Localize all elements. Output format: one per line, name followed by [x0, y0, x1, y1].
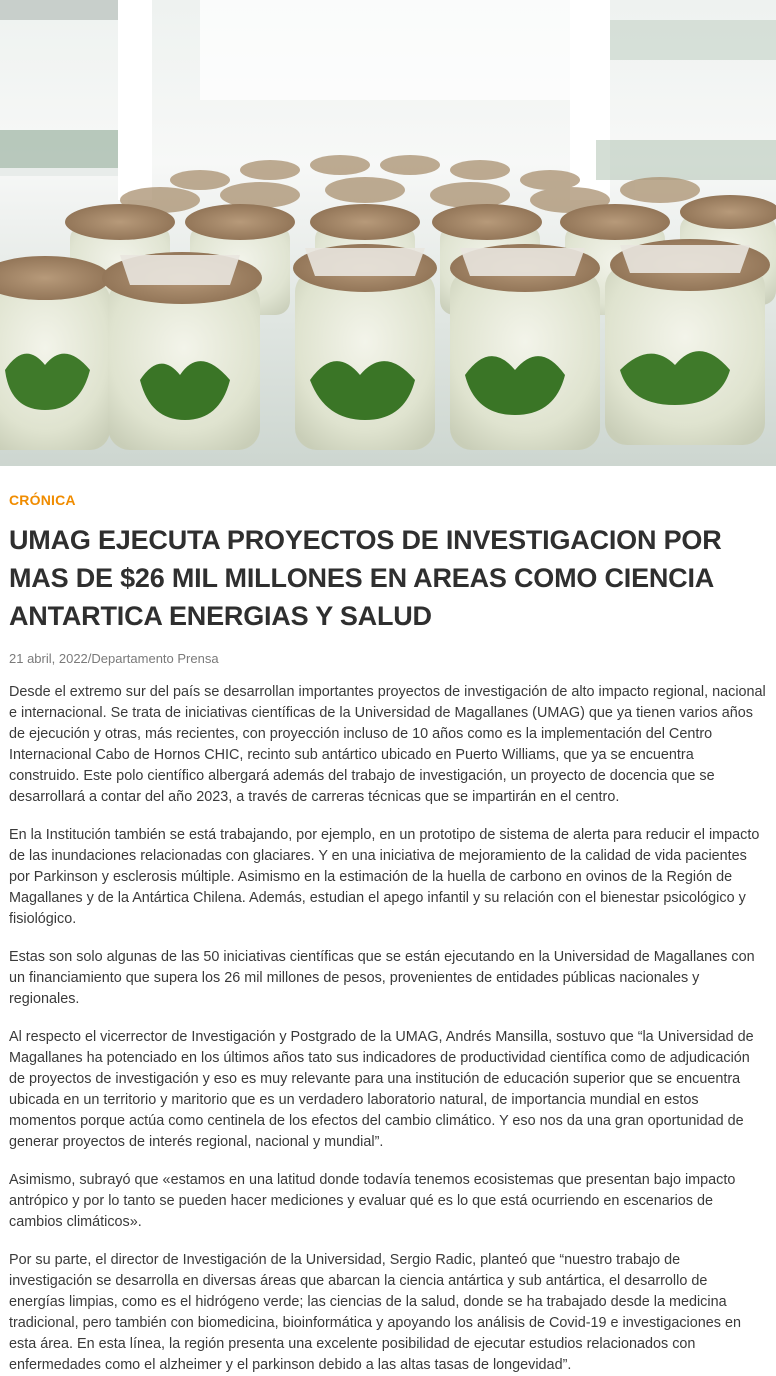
article: [0, 492, 776, 1376]
article-title: UMAG EJECUTA PROYECTOS DE INVESTIGACION POR MAS DE $26 MIL MILLONES EN AREAS COMO CIENCIA ANTARTICA ENERGIAS Y SALUD: [9, 525, 722, 631]
article-paragraph: Al respecto el vicerrector de Investigación y Postgrado de la UMAG, Andrés Mansilla, sostuvo que “la Universidad de Magallanes ha potenciado en los últimos años tato sus indicadores de productividad científica como de adjudicación de proyectos de investigación y eso es muy relevante para una institución de educación superior que se encuentra ubicada en un territorio y maritorio que es un verdadero laboratorio natural, de importancia mundial en estos momentos porque actúa como centinela de los efectos del cambio climático. Y eso nos da una gran oportunidad de generar proyectos de interés regional, nacional y mundial”.: [9, 1029, 754, 1150]
article-paragraph: Asimismo, subrayó que «estamos en una latitud donde todavía tenemos ecosistemas que presentan bajo impacto antrópico y por lo tanto se pueden hacer mediciones y evaluar qué es lo que está ocurriendo en escenarios de cambios climáticos».: [9, 1172, 736, 1230]
hero-image: [0, 0, 776, 466]
article-category-link[interactable]: CRÓNICA: [9, 492, 76, 508]
article-paragraph: Desde el extremo sur del país se desarrollan importantes proyectos de investigación de alto impacto regional, nacional e internacional. Se trata de iniciativas científicas de la Universidad de Magallanes (UMAG) que ya tienen varios años de ejecución y otras, más recientes, con proyección incluso de 10 años como es la implementación del Centro Internacional Cabo de Hornos CHIC, recinto sub antártico ubicado en Puerto Williams, que ya se encuentra construido. Este polo científico albergará además del trabajo de investigación, un proyecto de docencia que se desarrollará a contar del año 2023, a través de carreras técnicas que se impartirán en el centro.: [9, 684, 766, 805]
plant-tissue-culture-jars-photo: [0, 0, 776, 466]
article-meta: 21 abril, 2022/Departamento Prensa: [9, 651, 219, 666]
article-paragraph: En la Institución también se está trabajando, por ejemplo, en un prototipo de sistema de alerta para reducir el impacto de las inundaciones relacionadas con glaciares. Y en una iniciativa de mejoramiento de la calidad de vida pacientes por Parkinson y esclerosis múltiple. Asimismo en la estimación de la huella de carbono en ovinos de la Región de Magallanes y de la Antártica Chilena. Además, estudian el apego infantil y su relación con el bienestar psicológico y fisiológico.: [9, 827, 760, 927]
article-paragraph: Estas son solo algunas de las 50 iniciativas científicas que se están ejecutando en la Universidad de Magallanes con un financiamiento que supera los 26 mil millones de pesos, provenientes de entidades públicas nacionales y regionales.: [9, 949, 755, 1007]
article-body: [9, 682, 767, 1376]
article-paragraph: Por su parte, el director de Investigación de la Universidad, Sergio Radic, planteó que “nuestro trabajo de investigación se desarrolla en diversas áreas que abarcan la ciencia antártica y sub antártica, el desarrollo de energías limpias, como es el hidrógeno verde; las ciencias de la salud, donde se ha trabajado desde la medicina tradicional, pero también con biomedicina, bioinformática y apoyando los análisis de Covid-19 e investigaciones en esta área. En esta línea, la región presenta una excelente posibilidad de ejecutar estudios relacionados con enfermedades como el alzheimer y el parkinson debido a las altas tasas de longevidad”.: [9, 1252, 741, 1373]
